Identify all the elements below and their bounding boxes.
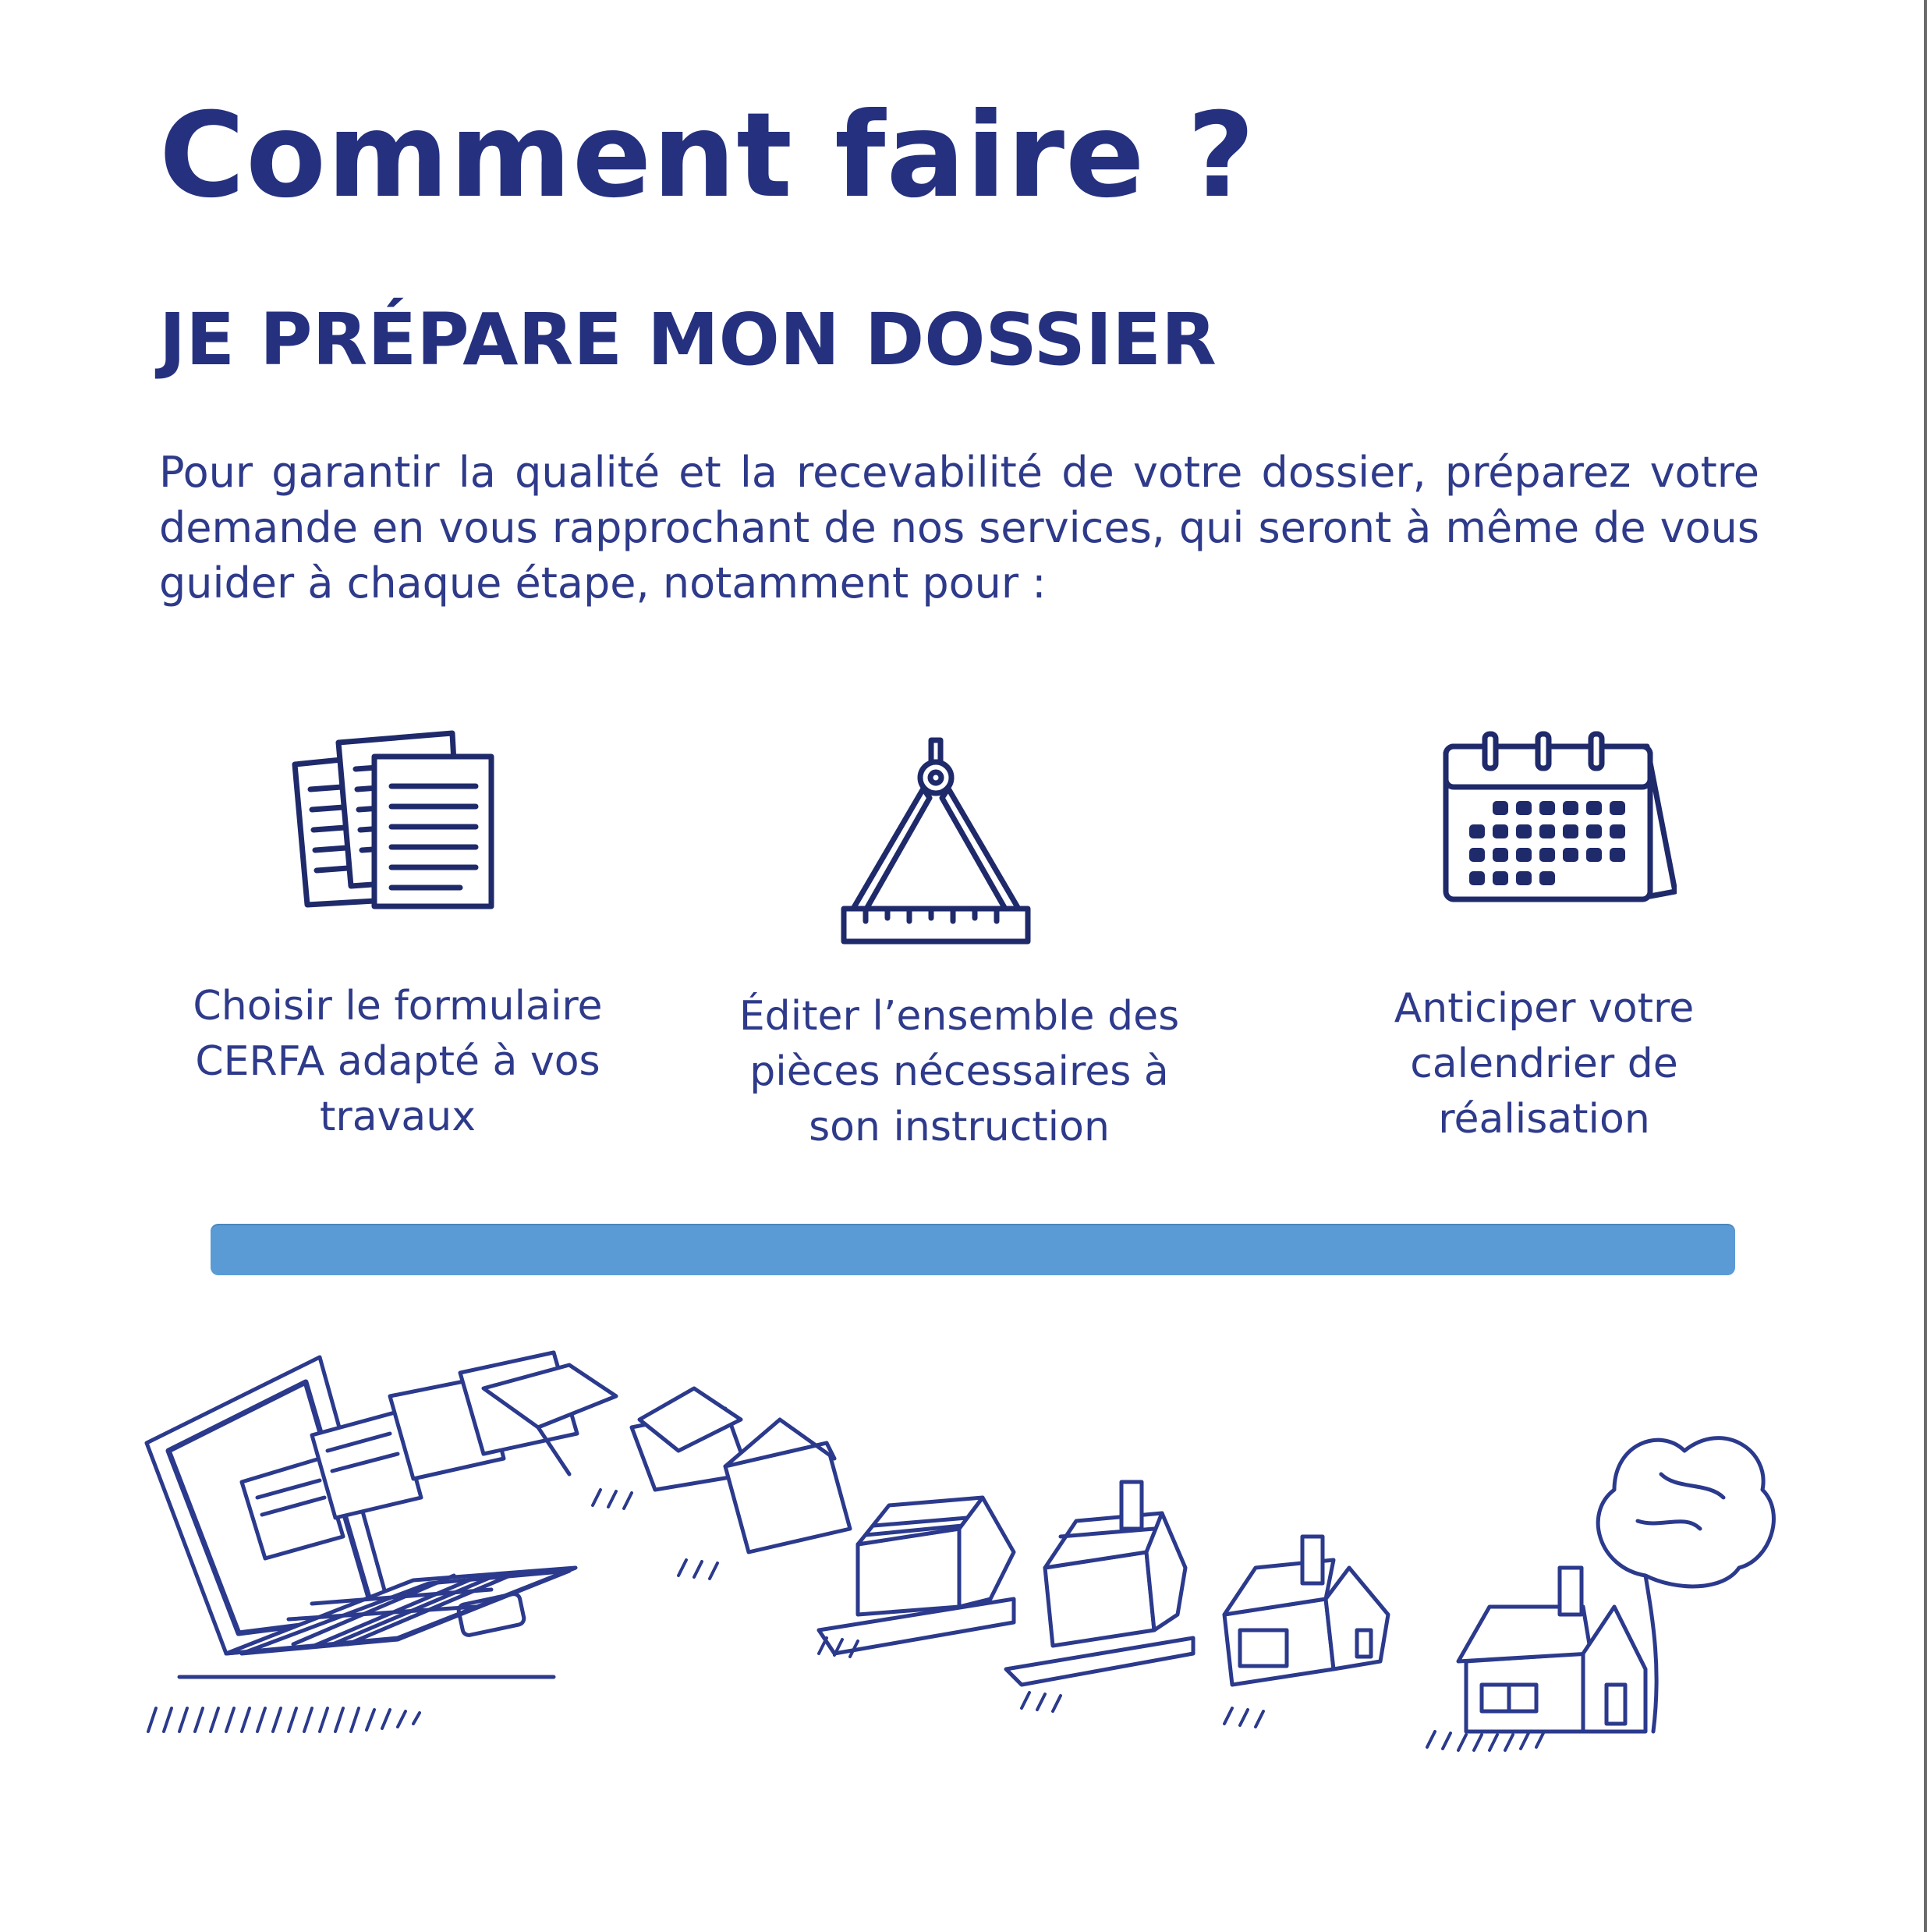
compass-ruler-icon bbox=[834, 737, 1037, 948]
laptop-to-houses-sketch bbox=[133, 1342, 1786, 1778]
step-label-form: Choisir le formulaire CERFA adapté à vos travaux bbox=[193, 983, 603, 1140]
house-sketch-1 bbox=[725, 1420, 850, 1552]
documents-icon bbox=[289, 725, 499, 913]
step-label-documents: Éditer l’ensemble des pièces nécessaires à son instruction bbox=[739, 993, 1180, 1150]
section-heading: JE PRÉPARE MON DOSSIER bbox=[159, 298, 1217, 381]
step-label-calendar: Anticiper votre calendrier de réalisation bbox=[1394, 985, 1695, 1143]
house-with-tree-sketch bbox=[1458, 1438, 1773, 1732]
progress-bar bbox=[211, 1224, 1735, 1275]
page-title: Comment faire ? bbox=[159, 88, 1256, 224]
frame-edge bbox=[1924, 0, 1927, 1932]
calendar-icon bbox=[1443, 729, 1677, 909]
intro-paragraph: Pour garantir la qualité et la recevabilité de votre dossier, préparez votre demande en vous rapprochant de nos services, qui seront à même de vous guider à chaque étape, notamment pour : bbox=[159, 448, 1759, 608]
house-sketch-4 bbox=[1224, 1537, 1388, 1685]
house-sketch-3 bbox=[1006, 1482, 1193, 1685]
